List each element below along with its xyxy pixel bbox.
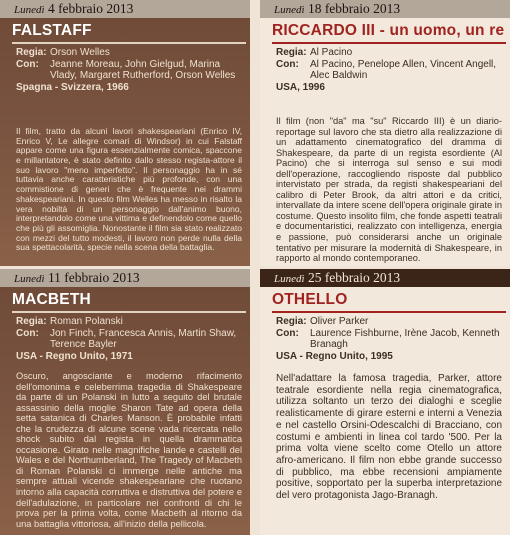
credits xyxy=(16,316,244,362)
cast-label: Con: xyxy=(276,58,299,70)
weekday: Lunedì xyxy=(274,4,305,16)
cast-label: Con: xyxy=(16,327,39,339)
credits xyxy=(276,316,504,362)
cast-label: Con: xyxy=(16,58,39,70)
cast: Jon Finch, Francesca Annis, Martin Shaw, Terence Bayler xyxy=(50,327,237,351)
synopsis-text: Il film, tratto da alcuni lavori shakespeariani (Enrico IV, Enrico V, Le allegre comari di Windsor) in cui Falstaff appare come una figura essenzialmente comica, spaccone e millantatore, è stato definito dallo stesso regista-attore il suo lavoro "meno imperfetto". Il personaggio ha in sé tuttavia anche caratteristiche più profonde, con una commistione di generi che è frequente nei drammi shakespeariani. In questo film Welles ha messo in risalto la vera nobiltà di un personaggio dall'animo buono, interpretandolo come una vittima e definendolo come quello che più gli assomiglia. Nonostante il film sia stato realizzato con mezzi del tutto modesti, il lavoro non perde nulla della sua spettacolarità, specie nella scena della battaglia. xyxy=(16,126,242,253)
director-label: Regia: xyxy=(16,47,47,58)
director: Oliver Parker xyxy=(310,316,369,327)
film-title: RICCARDO III - un uomo, un re xyxy=(272,22,505,39)
film-panel-macbeth xyxy=(0,269,250,535)
director: Al Pacino xyxy=(310,47,353,58)
cast-label: Con: xyxy=(276,327,299,339)
synopsis xyxy=(276,373,502,502)
synopsis-text: Oscuro, angosciante e moderno rifacimento dell'omonima e celeberrima tragedia di Shakespeare da parte di un Polanski in lutto a seguito del brutale assassinio della moglie Sharon Tate ad opera della setta satanica di Charles Manson. È probabile infatti che la crudezza di alcune scene vada ricercata nello shock subito dal regista in quella drammatica occasione. Girato nelle magnifiche lande e castelli del Wales e del Northumberland, The Tragedy of Macbeth di Roman Polanski ci immerge nelle antiche ma sempre attuali vicende shakespeariane che ruotano intorno alla capacità corruttiva e distruttiva del potere e dell'adulazione, in particolare nei confronti di chi le prova per la prima volta, come Macbeth al ritorno da una battaglia vittoriosa, all'inizio della pellicola. xyxy=(16,371,242,529)
date: 4 febbraio 2013 xyxy=(47,1,134,16)
cast: Jeanne Moreau, John Gielgud, Marina Vlady, Margaret Rutherford, Orson Welles xyxy=(50,58,236,82)
film-panel-riccardo-iii xyxy=(260,0,510,266)
synopsis xyxy=(276,116,502,264)
date: 11 febbraio 2013 xyxy=(47,270,140,285)
director-label: Regia: xyxy=(16,316,47,327)
credits xyxy=(16,47,244,93)
film-title: OTHELLO xyxy=(272,291,348,308)
title-divider xyxy=(12,311,246,313)
title-divider xyxy=(12,42,246,44)
credits xyxy=(276,47,504,93)
film-panel-othello xyxy=(260,269,510,535)
synopsis-text: Il film (non "da" ma "su" Riccardo III) è un diario-reportage sul lavoro che sta dietro alla realizzazione di un adattamento cinematografico del dramma di Shakespeare, da parte di un regista esordiente (Al Pacino) che si interroga sul senso e sui modi dell'operazione, raccogliendo risposte dal pubblico intervistato per strada, da registi shakespeariani del calibro di Peter Brook, da altri attori e da critici, intervallate da intere scene dell'opera originale girate in costume. Questo insolito film, che fonde aspetti teatrali e documentaristici, realizzato con intelligenza, energia e passione, può considerarsi anche un originale tentativo per misurare la modernità di Shakespeare, in rapporto al mondo contemporaneo. xyxy=(276,116,502,264)
title-divider xyxy=(272,311,506,313)
weekday: Lunedì xyxy=(274,273,305,285)
origin: USA, 1996 xyxy=(276,81,325,93)
date-bar xyxy=(260,269,510,287)
date-bar xyxy=(260,0,510,18)
film-title: MACBETH xyxy=(12,291,91,308)
synopsis-text: Nell'adattare la famosa tragedia, Parker, attore teatrale esordiente nella regia cinematografica, utilizza soltanto un terzo dei dialoghi e sceglie realisticamente di girare esterni e interni a Venezia e nel castello Orsini-Odescalchi di Bracciano, con costumi e ambienti in linea col tardo '500. Per la prima volta viene scelto come Otello un attore afro-americano. Il film non ebbe grande successo di pubblico, ma ebbe recensioni ampiamente positive, sopportato per la superba interpretazione del vero protagonista Jago-Branagh. xyxy=(276,373,502,502)
origin: Spagna - Svizzera, 1966 xyxy=(16,81,129,93)
cast: Al Pacino, Penelope Allen, Vincent Angell, Alec Baldwin xyxy=(310,58,497,82)
cast: Laurence Fishburne, Irène Jacob, Kenneth Branagh xyxy=(310,327,500,351)
date-bar xyxy=(0,269,250,287)
film-title: FALSTAFF xyxy=(12,22,92,39)
date: 18 febbraio 2013 xyxy=(307,1,401,16)
director-label: Regia: xyxy=(276,47,307,58)
director-label: Regia: xyxy=(276,316,307,327)
weekday: Lunedì xyxy=(14,4,45,16)
date-bar xyxy=(0,0,250,18)
director: Orson Welles xyxy=(50,47,110,58)
synopsis xyxy=(16,371,242,529)
origin: USA - Regno Unito, 1995 xyxy=(276,350,393,362)
title-divider xyxy=(272,42,506,44)
origin: USA - Regno Unito, 1971 xyxy=(16,350,133,362)
synopsis xyxy=(16,127,242,253)
director: Roman Polanski xyxy=(50,316,123,327)
film-panel-falstaff xyxy=(0,0,250,266)
weekday: Lunedì xyxy=(14,273,45,285)
date: 25 febbraio 2013 xyxy=(307,270,401,285)
